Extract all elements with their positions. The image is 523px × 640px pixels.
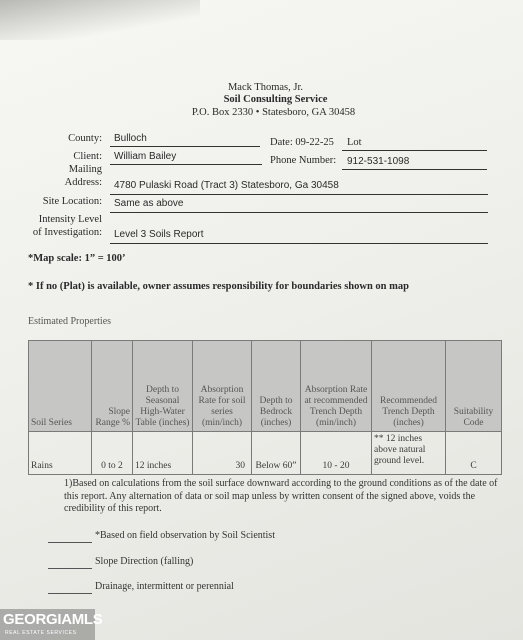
intensity-label-1: Intensity Level [38,214,102,225]
watermark-brand: GEORGIAMLS [3,611,103,628]
checklist-blank-3 [48,593,92,594]
site-label: Site Location: [42,196,102,207]
col-absorption-rate: Absorption Rate for soil series (min/inch) [193,341,252,432]
lot-value: Lot [347,137,362,148]
phone-value: 912-531-1098 [347,156,410,167]
checklist-blank-1 [48,542,92,543]
county-line [110,146,260,147]
intensity-line [110,243,488,244]
client-value: William Bailey [114,151,177,162]
checklist-item: Slope Direction (falling) [95,556,194,567]
col-slope-range: Slope Range % [92,341,133,432]
checklist-blank-2 [48,568,92,569]
site-line [110,212,488,213]
estimated-properties-title: Estimated Properties [28,316,112,327]
address-label: Address: [64,177,102,188]
intensity-value: Level 3 Soils Report [114,229,204,240]
cell-trench-absorption: 10 - 20 [301,432,372,475]
consultant-name: Mack Thomas, Jr. [227,82,304,93]
checklist-item: *Based on field observation by Soil Scientist [95,530,275,541]
plat-note: * If no (Plat) is available, owner assumes responsibility for boundaries shown on map [28,281,409,292]
col-trench-depth: Recommended Trench Depth (inches) [372,341,446,432]
table-row [29,432,502,475]
map-scale-note: *Map scale: 1” = 100’ [28,253,126,264]
date-label: Date: 09-22-25 [270,137,334,148]
checklist-item: Drainage, intermittent or perennial [95,581,234,592]
intensity-label-2: of Investigation: [32,227,102,238]
col-trench-absorption: Absorption Rate at recommended Trench Depth (min/inch) [301,341,372,432]
mailing-label: Mailing [68,164,102,175]
col-soil-series: Soil Series [29,341,92,432]
col-depth-bedrock: Depth to Bedrock (inches) [252,341,301,432]
cell-slope-range: 0 to 2 [92,432,133,475]
cell-absorption-rate: 30 [193,432,252,475]
cell-water-table: 12 inches [133,432,193,475]
table-header-row [29,341,502,432]
company-address: P.O. Box 2330 • Statesboro, GA 30458 [191,107,356,118]
disclaimer-paragraph: 1)Based on calculations from the soil surface downward according to the ground conditions as of the date of this report. Any alternation of data or soil map unless by written consent of the signed above, voids the credibility of this report. [64,478,498,514]
phone-label: Phone Number: [270,155,337,166]
cell-suitability: C [446,432,502,475]
col-water-table: Depth to Seasonal High-Water Table (inches) [133,341,193,432]
phone-line [342,169,487,170]
site-value: Same as above [114,198,184,209]
county-label: County: [68,133,102,144]
company-name: Soil Consulting Service [223,94,328,105]
cell-trench-depth: ** 12 inches above natural ground level. [372,432,446,475]
county-value: Bulloch [114,133,147,144]
client-label: Client: [73,151,102,162]
client-line [110,164,262,165]
soil-properties-table [28,340,502,475]
address-value: 4780 Pulaski Road (Tract 3) Statesboro, Ga 30458 [114,180,339,191]
georgia-mls-watermark [0,609,103,640]
cell-soil-series: Rains [29,432,92,475]
cell-depth-bedrock: Below 60” [252,432,301,475]
col-suitability: Suitability Code [446,341,502,432]
address-line [110,194,488,195]
page-shadow [0,0,200,40]
date-line [342,150,487,151]
watermark-subtitle: REAL ESTATE SERVICES [5,630,77,636]
